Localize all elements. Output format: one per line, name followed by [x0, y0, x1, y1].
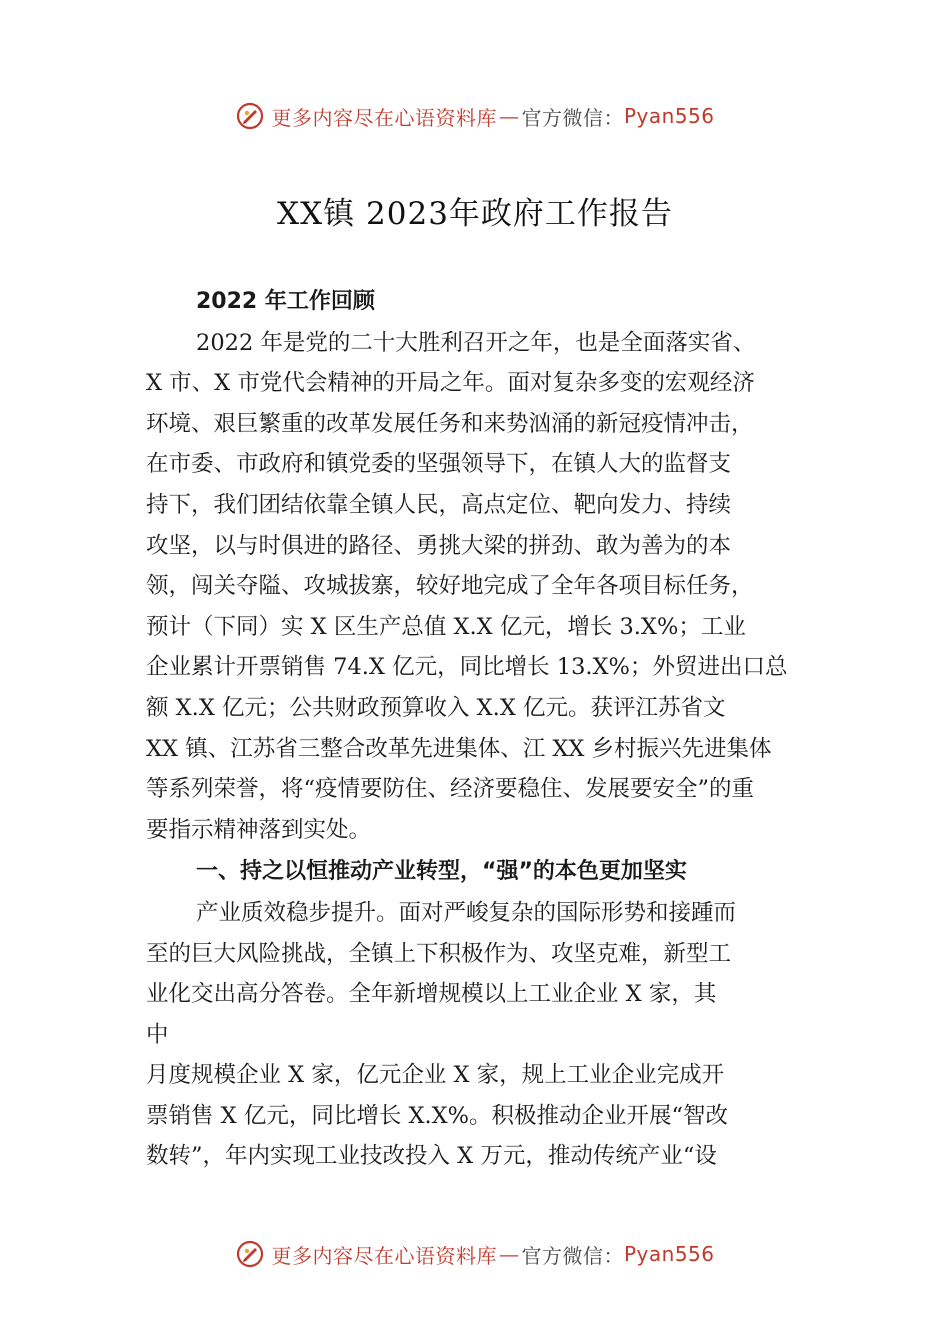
paragraph-line: XX 镇、江苏省三整合改革先进集体、江 XX 乡村振兴先进集体	[146, 735, 772, 762]
paragraph-line: 票销售 X 亿元，同比增长 X.X%。积极推动企业开展“智改	[146, 1102, 729, 1129]
document-title: XX镇 2023年政府工作报告	[277, 196, 673, 232]
watermark-footer	[0, 1234, 950, 1274]
watermark-brand: 更多内容尽在心语资料库	[271, 105, 497, 130]
document-body	[146, 282, 818, 1177]
section-review-heading: 2022 年工作回顾	[196, 289, 375, 314]
paragraph-line: 在市委、市政府和镇党委的坚强领导下，在镇人大的监督支	[146, 451, 732, 478]
paragraph-line: 企业累计开票销售 74.X 亿元，同比增长 13.X%；外贸进出口总	[146, 654, 788, 681]
paragraph-line: 环境、艰巨繁重的改革发展任务和来势汹涌的新冠疫情冲击，	[146, 410, 754, 437]
paragraph-line: 攻坚，以与时俱进的路径、勇挑大梁的拼劲、敢为善为的本	[146, 532, 732, 559]
paragraph-line: 2022 年是党的二十大胜利召开之年，也是全面落实省、	[196, 329, 756, 356]
watermark-dash: —	[498, 1242, 520, 1266]
paragraph-line: 预计（下同）实 X 区生产总值 X.X 亿元，增长 3.X%；工业	[146, 613, 746, 640]
watermark-label: 官方微信：	[521, 1243, 624, 1268]
paragraph-line: 产业质效稳步提升。面对严峻复杂的国际形势和接踵而	[196, 899, 737, 926]
watermark-dash: —	[498, 104, 520, 128]
paragraph-line: 持下，我们团结依靠全镇人民，高点定位、靶向发力、持续	[146, 491, 732, 518]
watermark-wechat-id: Pyan556	[623, 1242, 715, 1266]
watermark-wechat-id: Pyan556	[623, 104, 715, 128]
notebook-pen-logo-icon	[235, 1239, 265, 1269]
section-heading-1: 一、持之以恒推动产业转型，“强”的本色更加坚实	[196, 859, 687, 885]
paragraph-line: 等系列荣誉，将“疫情要防住、经济要稳住、发展要安全”的重	[146, 776, 755, 803]
watermark-header	[0, 96, 950, 136]
paragraph-2	[146, 893, 818, 1177]
paragraph-line: 领，闯关夺隘、攻城拔寨，较好地完成了全年各项目标任务，	[146, 573, 754, 600]
watermark-label: 官方微信：	[521, 105, 624, 130]
paragraph-line: 业化交出高分答卷。全年新增规模以上工业企业 X 家，其	[146, 981, 717, 1008]
watermark-brand: 更多内容尽在心语资料库	[271, 1243, 497, 1268]
paragraph-line: 要指示精神落到实处。	[146, 816, 372, 843]
paragraph-line: 额 X.X 亿元；公共财政预算收入 X.X 亿元。获评江苏省文	[146, 694, 726, 721]
paragraph-1	[146, 323, 818, 851]
paragraph-line: 数转”，年内实现工业技改投入 X 万元，推动传统产业“设	[146, 1143, 717, 1170]
paragraph-line: X 市、X 市党代会精神的开局之年。面对复杂多变的宏观经济	[146, 370, 755, 397]
paragraph-line: 中	[146, 1021, 169, 1048]
notebook-pen-logo-icon	[235, 101, 265, 131]
paragraph-line: 月度规模企业 X 家，亿元企业 X 家，规上工业企业完成开	[146, 1062, 725, 1089]
paragraph-line: 至的巨大风险挑战，全镇上下积极作为、攻坚克难，新型工	[146, 940, 732, 967]
